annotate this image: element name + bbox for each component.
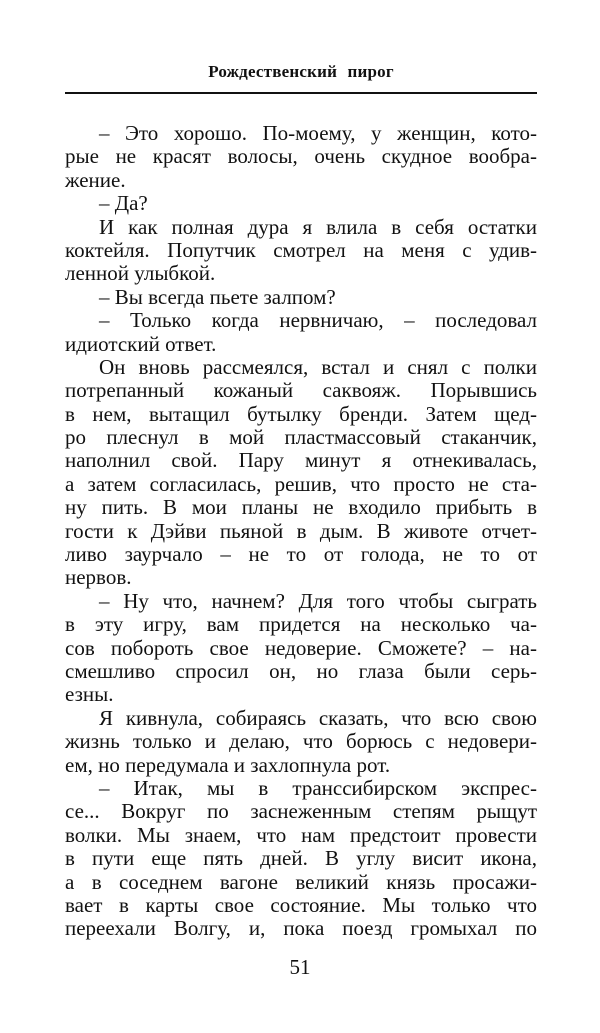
text-line: жение. — [65, 167, 126, 192]
text-line: рые не красят волосы, очень скудное вообра- — [65, 144, 537, 169]
text-line: – Это хорошо. По-моему, у женщин, кото- — [99, 121, 537, 145]
text-line: – Ну что, начнем? Для того чтобы сыграть — [99, 588, 537, 613]
text-line: езны. — [65, 682, 114, 707]
running-header: Рождественский пирог — [208, 62, 394, 81]
text-line: се... Вокруг по заснеженным степям рыщут — [65, 799, 537, 824]
text-line: волки. Мы знаем, что нам предстоит провести — [65, 822, 537, 847]
text-line: вает в карты свое состояние. Мы только что — [65, 892, 537, 917]
header-rule — [65, 92, 537, 94]
text-line: жизнь только и делаю, что борюсь с недовери- — [65, 729, 537, 754]
text-line: смешливо спросил он, но глаза были серь- — [65, 658, 537, 683]
text-line: И как полная дура я влила в себя остатки — [99, 214, 537, 239]
text-line: а затем согласилась, решив, что просто не ста- — [65, 471, 537, 496]
text-line: сов побороть свое недоверие. Сможете? – на- — [65, 635, 537, 660]
text-line: в эту игру, вам придется на несколько ча- — [65, 612, 537, 637]
text-line: Он вновь рассмеялся, встал и снял с полки — [99, 354, 537, 379]
text-line: потрепанный кожаный саквояж. Порывшись — [65, 378, 537, 403]
text-line: в нем, вытащил бутылку бренди. Затем щед- — [65, 401, 537, 426]
text-line: а в соседнем вагоне великий князь просажи- — [65, 869, 537, 894]
text-line: наполнил свой. Пару минут я отнекивалась, — [65, 448, 537, 473]
text-line: – Да? — [99, 191, 148, 216]
text-line: ливо заурчало – не то от голода, не то от — [65, 542, 537, 567]
text-line: – Вы всегда пьете залпом? — [99, 284, 336, 309]
text-line: ем, но передумала и захлопнула рот. — [65, 752, 391, 777]
text-line: – Только когда нервничаю, – последовал — [99, 308, 537, 333]
text-line: переехали Волгу, и, пока поезд громыхал по — [65, 916, 537, 941]
page-body — [65, 122, 537, 941]
text-line: гости к Дэйви пьяной в дым. В животе отчет- — [65, 518, 537, 543]
text-line: нервов. — [65, 565, 132, 590]
page-number: 51 — [289, 955, 311, 979]
text-line: в пути еще пять дней. В углу висит икона, — [65, 846, 537, 871]
text-line: ну пить. В мои планы не входило прибыть в — [65, 495, 537, 520]
text-line: ленной улыбкой. — [65, 261, 216, 286]
text-line: ро плеснул в мой пластмассовый стаканчик, — [65, 425, 537, 450]
text-line: коктейля. Попутчик смотрел на меня с удив- — [65, 237, 537, 262]
text-line: Я кивнула, собираясь сказать, что всю свою — [99, 705, 537, 730]
text-line: – Итак, мы в транссибирском экспрес- — [99, 775, 537, 800]
text-line: идиотский ответ. — [65, 331, 217, 356]
